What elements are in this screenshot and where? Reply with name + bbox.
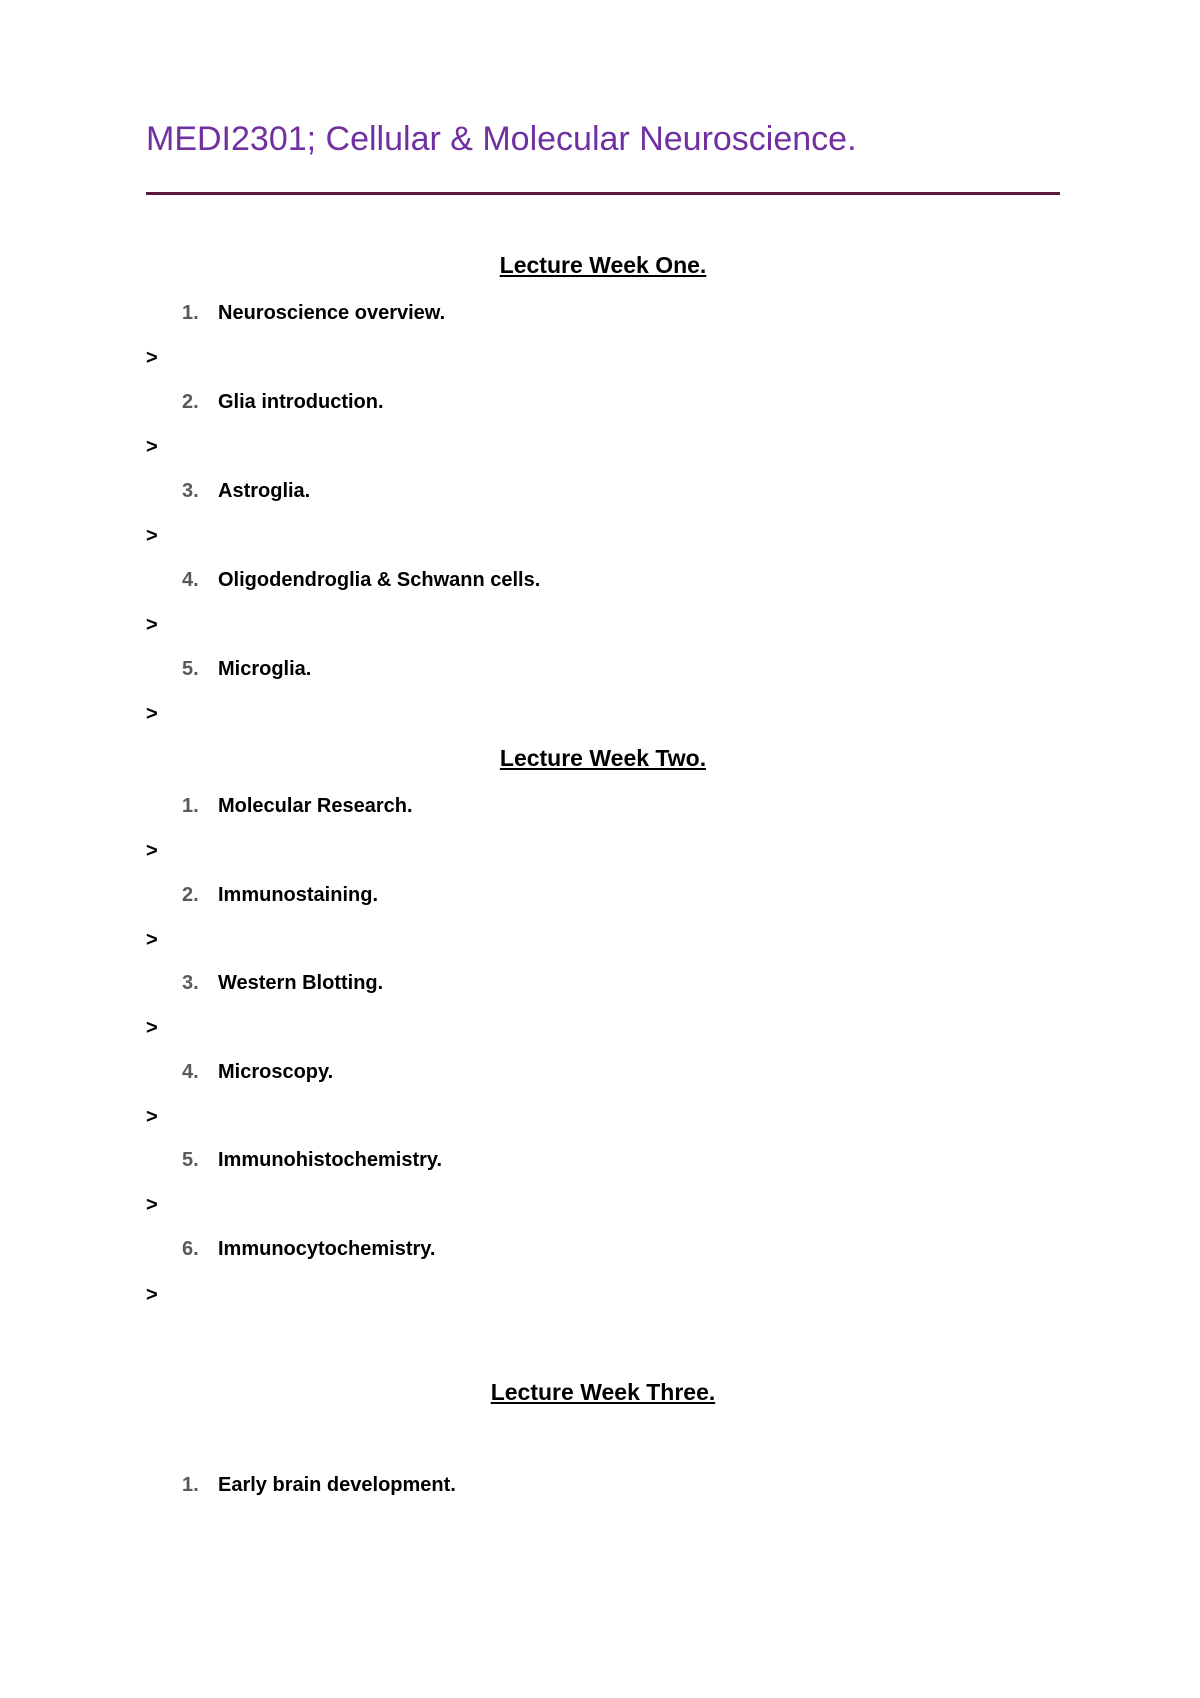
list-item — [182, 1474, 456, 1497]
marker-arrow: > — [146, 614, 158, 636]
document-title: MEDI2301; Cellular & Molecular Neuroscience. — [146, 120, 857, 158]
marker-arrow: > — [146, 436, 158, 458]
list-number: 1. — [182, 795, 199, 817]
list-text: Immunohistochemistry. — [218, 1149, 443, 1171]
list-item — [182, 1149, 442, 1172]
list-item — [182, 1061, 333, 1084]
marker-arrow: > — [146, 1284, 158, 1306]
list-text: Molecular Research. — [218, 795, 413, 817]
list-item — [182, 658, 311, 681]
list-item — [182, 972, 383, 995]
heading-week-three: Lecture Week Three. — [490, 1379, 716, 1405]
marker-arrow: > — [146, 347, 158, 369]
marker-arrow: > — [146, 1194, 158, 1216]
marker-arrow: > — [146, 1017, 158, 1039]
heading-week-one: Lecture Week One. — [499, 252, 707, 278]
list-text: Microglia. — [218, 658, 312, 680]
marker-arrow: > — [146, 525, 158, 547]
marker-arrow: > — [146, 840, 158, 862]
list-number: 3. — [182, 480, 199, 502]
list-number: 5. — [182, 658, 199, 680]
list-text: Western Blotting. — [218, 972, 384, 994]
list-text: Oligodendroglia & Schwann cells. — [218, 569, 541, 591]
list-text: Microscopy. — [218, 1061, 334, 1083]
list-number: 6. — [182, 1238, 199, 1260]
list-text: Neuroscience overview. — [218, 302, 446, 324]
list-item — [182, 1238, 435, 1261]
list-item — [182, 795, 413, 818]
title-divider — [146, 192, 1060, 195]
list-text: Immunocytochemistry. — [218, 1238, 436, 1260]
list-number: 4. — [182, 1061, 199, 1083]
list-item — [182, 884, 378, 907]
list-number: 1. — [182, 302, 199, 324]
list-number: 2. — [182, 884, 199, 906]
list-text: Astroglia. — [218, 480, 311, 502]
list-text: Early brain development. — [218, 1474, 456, 1496]
list-item — [182, 569, 540, 592]
list-item — [182, 480, 310, 503]
list-number: 1. — [182, 1474, 199, 1496]
list-number: 2. — [182, 391, 199, 413]
list-item — [182, 391, 384, 414]
list-item — [182, 302, 445, 325]
marker-arrow: > — [146, 703, 158, 725]
list-text: Glia introduction. — [218, 391, 384, 413]
heading-week-two: Lecture Week Two. — [499, 745, 707, 771]
marker-arrow: > — [146, 929, 158, 951]
list-text: Immunostaining. — [218, 884, 378, 906]
marker-arrow: > — [146, 1106, 158, 1128]
list-number: 5. — [182, 1149, 199, 1171]
list-number: 4. — [182, 569, 199, 591]
list-number: 3. — [182, 972, 199, 994]
